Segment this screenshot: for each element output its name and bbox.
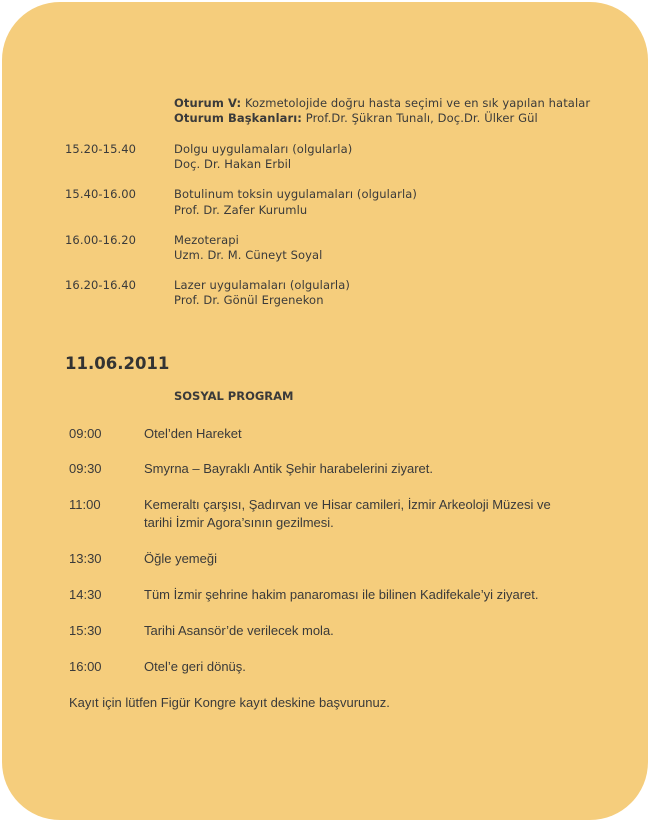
session-title — [174, 96, 590, 111]
social-time: 14:30 — [69, 587, 102, 602]
talk-time: 16.00-16.20 — [65, 233, 137, 247]
session-title-label: Oturum V: — [174, 96, 242, 110]
social-activity: Tüm İzmir şehrine hakim panaroması ile bilinen Kadifekale’yi ziyaret. — [144, 587, 539, 602]
social-activity: Tarihi Asansör’de verilecek mola. — [144, 623, 334, 638]
talk-title: Lazer uygulamaları (olgularla) — [174, 278, 350, 292]
social-program-title: SOSYAL PROGRAM — [174, 389, 294, 403]
social-activity: Otel’den Hareket — [144, 426, 242, 441]
talk-title: Dolgu uygulamaları (olgularla) — [174, 142, 353, 156]
talk-title: Mezoterapi — [174, 233, 239, 247]
social-time: 15:30 — [69, 623, 102, 638]
social-activity: Kemeraltı çarşısı, Şadırvan ve Hisar camileri, İzmir Arkeoloji Müzesi ve — [144, 497, 551, 512]
talk-time: 15.20-15.40 — [65, 142, 137, 156]
program-date: 11.06.2011 — [65, 354, 170, 373]
social-time: 09:00 — [69, 426, 102, 441]
session-chairs-text: Prof.Dr. Şükran Tunalı, Doç.Dr. Ülker Gül — [305, 111, 538, 125]
social-activity: Smyrna – Bayraklı Antik Şehir harabelerini ziyaret. — [144, 461, 434, 476]
talk-speaker: Doç. Dr. Hakan Erbil — [174, 157, 292, 171]
social-time: 09:30 — [69, 461, 102, 476]
social-activity-continued: tarihi İzmir Agora’sının gezilmesi. — [144, 515, 334, 530]
talk-speaker: Prof. Dr. Gönül Ergenekon — [174, 293, 324, 307]
talk-title: Botulinum toksin uygulamaları (olgularla) — [174, 187, 417, 201]
session-title-text: Kozmetolojide doğru hasta seçimi ve en sık yapılan hatalar — [244, 96, 591, 110]
social-time: 13:30 — [69, 551, 102, 566]
talk-time: 16.20-16.40 — [65, 278, 137, 292]
social-activity: Otel’e geri dönüş. — [144, 659, 246, 674]
talk-speaker: Prof. Dr. Zafer Kurumlu — [174, 203, 308, 217]
session-chairs-label: Oturum Başkanları: — [174, 111, 302, 125]
talk-time: 15.40-16.00 — [65, 187, 137, 201]
social-activity: Öğle yemeği — [144, 551, 217, 566]
registration-note: Kayıt için lütfen Figür Kongre kayıt deskine başvurunuz. — [69, 695, 390, 710]
session-chairs — [174, 111, 538, 126]
social-time: 16:00 — [69, 659, 102, 674]
social-time: 11:00 — [69, 497, 101, 512]
talk-speaker: Uzm. Dr. M. Cüneyt Soyal — [174, 248, 323, 262]
